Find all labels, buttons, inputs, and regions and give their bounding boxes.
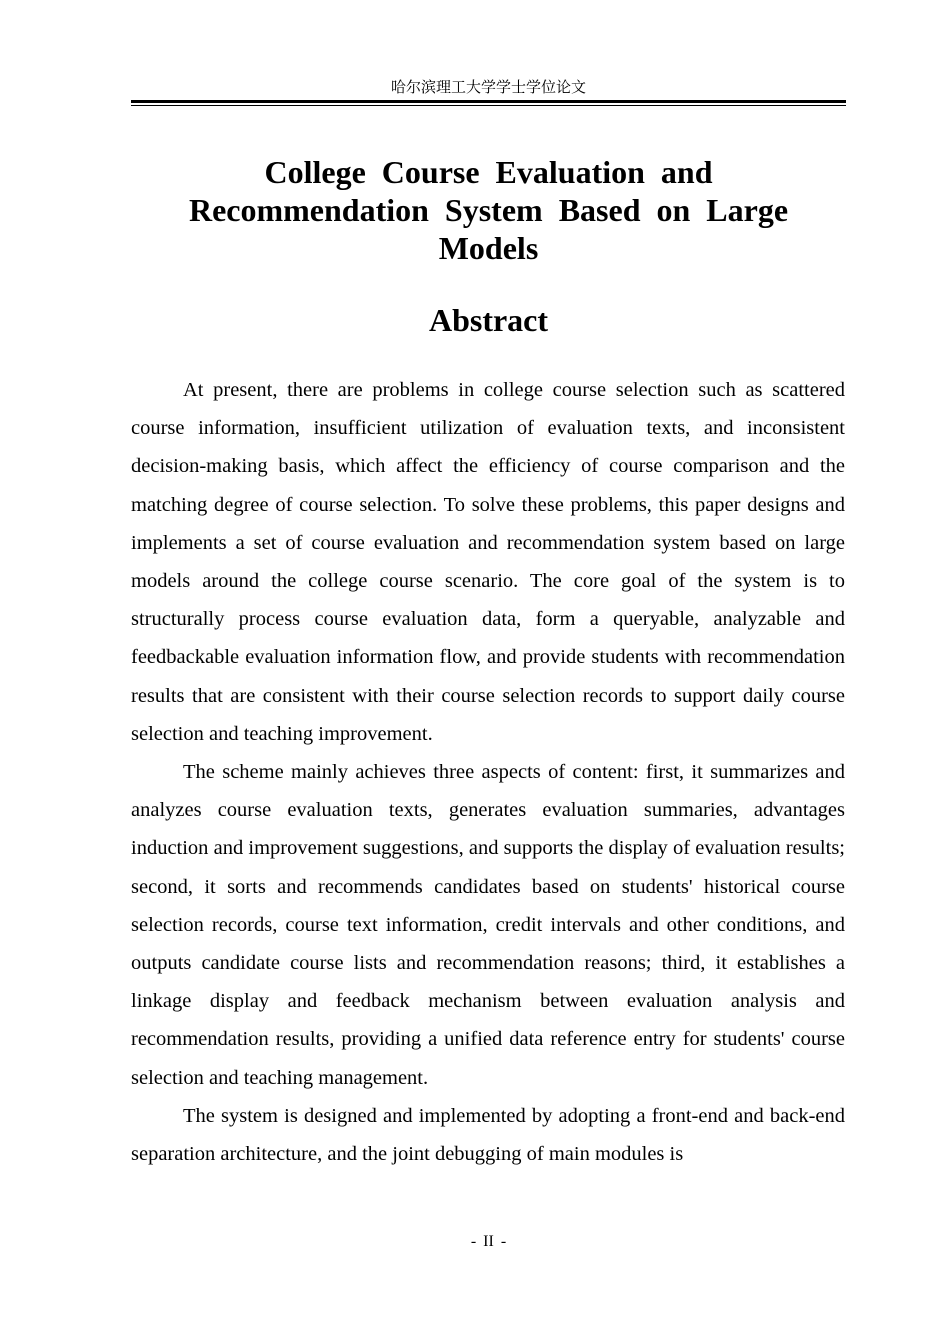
abstract-body bbox=[131, 371, 845, 1173]
header-rule-thick bbox=[131, 100, 846, 103]
abstract-heading: Abstract bbox=[428, 302, 549, 338]
abstract-paragraph-2: The scheme mainly achieves three aspects of content: first, it summarizes and analyzes course evaluation texts, generates evaluation summaries, advantages induction and improvement suggestions, and supports the display of evaluation results; second, it sorts and recommends candidates based on students' historical course selection records, course text information, credit intervals and other conditions, and outputs candidate course lists and recommendation reasons; third, it establishes a linkage display and feedback mechanism between evaluation analysis and recommendation results, providing a unified data reference entry for students' course selection and teaching management. bbox=[131, 761, 845, 1089]
abstract-paragraph-1: At present, there are problems in college course selection such as scattered course information, insufficient utilization of evaluation texts, and inconsistent decision-making basis, which affect the efficiency of course comparison and the matching degree of course selection. To solve these problems, this paper designs and implements a set of course evaluation and recommendation system based on large models around the college course scenario. The core goal of the system is to structurally process course evaluation data, form a queryable, analyzable and feedbackable evaluation information flow, and provide students with recommendation results that are consistent with their course selection records to support daily course selection and teaching improvement. bbox=[131, 379, 845, 745]
page-number: - II - bbox=[470, 1233, 507, 1250]
thesis-title: College Course Evaluation and Recommendation System Based on Large Models bbox=[188, 154, 789, 266]
running-header: 哈尔滨理工大学学士学位论文 bbox=[390, 80, 586, 96]
abstract-paragraph-3: The system is designed and implemented by adopting a front-end and back-end separation architecture, and the joint debugging of main modules is bbox=[131, 1104, 845, 1166]
header-rule-thin bbox=[131, 105, 846, 106]
